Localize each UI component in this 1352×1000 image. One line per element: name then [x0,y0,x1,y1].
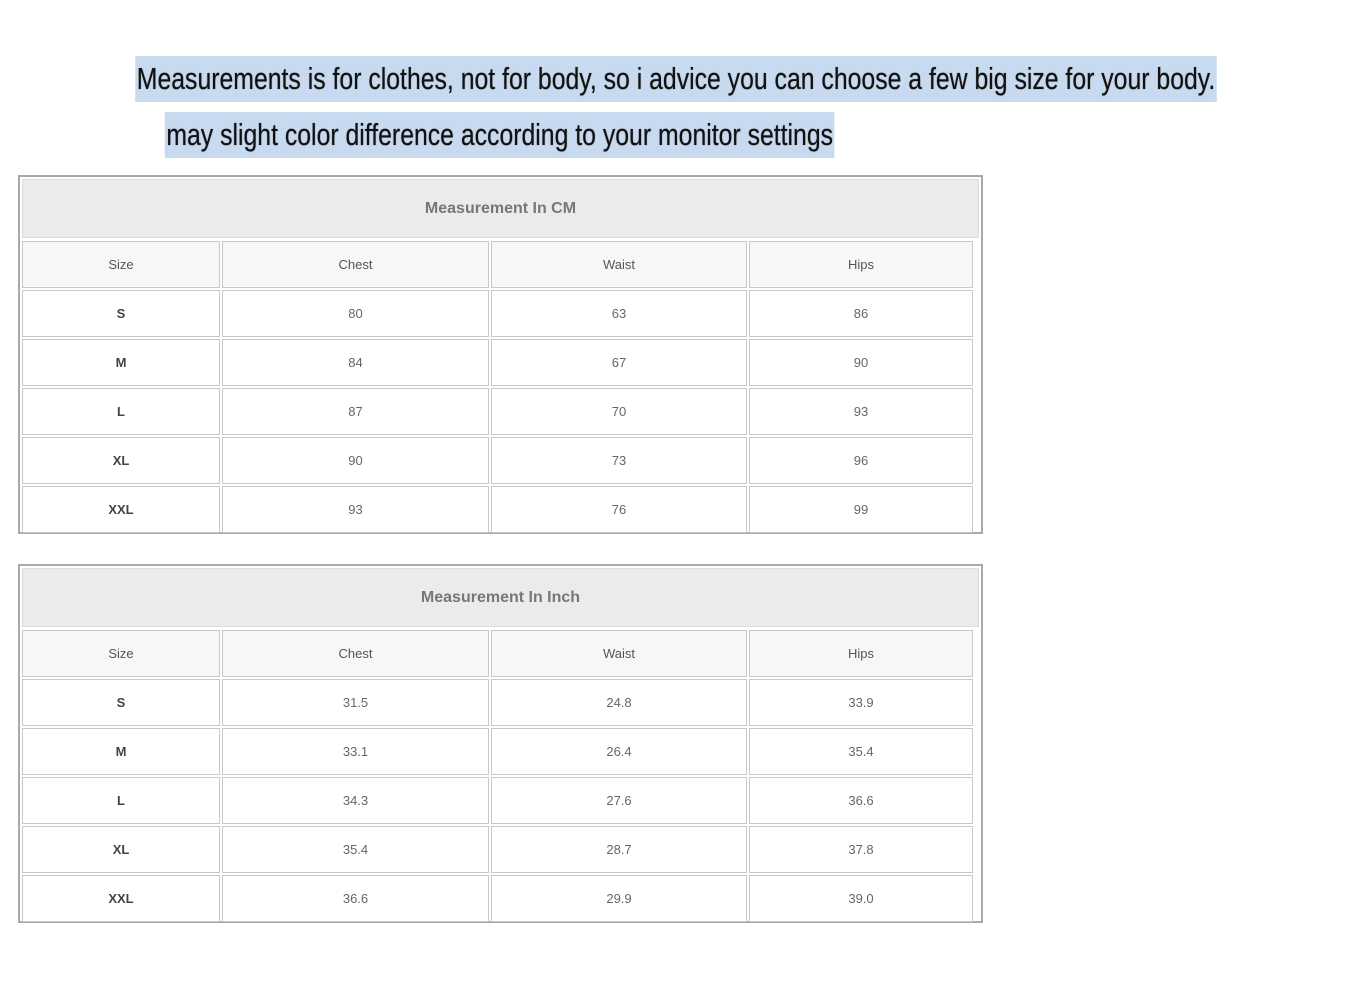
size-table-cm [18,175,983,534]
table-row [21,776,980,825]
header-waist: Waist [491,630,747,677]
chest-cell: 36.6 [222,875,489,922]
hips-cell: 35.4 [749,728,973,775]
table-row [21,678,980,727]
chest-cell: 34.3 [222,777,489,824]
table-row [21,338,980,387]
table-row [21,387,980,436]
hips-cell: 96 [749,437,973,484]
chest-cell: 93 [222,486,489,533]
notice-line-clothes-measurement [0,56,1216,102]
header-hips: Hips [749,630,973,677]
chest-cell: 31.5 [222,679,489,726]
table-row [21,874,980,923]
hips-cell: 86 [749,290,973,337]
waist-cell: 24.8 [491,679,747,726]
header-size: Size [22,241,220,288]
waist-cell: 27.6 [491,777,747,824]
header-hips: Hips [749,241,973,288]
table-header-row [21,629,980,678]
size-cell: M [22,728,220,775]
chest-cell: 80 [222,290,489,337]
chest-cell: 35.4 [222,826,489,873]
hips-cell: 90 [749,339,973,386]
table-row [21,436,980,485]
hips-cell: 93 [749,388,973,435]
table-header-row [21,240,980,289]
table-title: Measurement In Inch [22,568,979,627]
size-cell: S [22,679,220,726]
chest-cell: 87 [222,388,489,435]
size-cell: XXL [22,486,220,533]
size-cell: XL [22,826,220,873]
header-waist: Waist [491,241,747,288]
header-chest: Chest [222,241,489,288]
waist-cell: 73 [491,437,747,484]
waist-cell: 70 [491,388,747,435]
table-row [21,289,980,338]
chest-cell: 33.1 [222,728,489,775]
size-cell: M [22,339,220,386]
waist-cell: 67 [491,339,747,386]
table-title: Measurement In CM [22,179,979,238]
header-chest: Chest [222,630,489,677]
size-table-inch [18,564,983,923]
size-cell: XL [22,437,220,484]
notice-line-color-difference [0,112,1000,158]
notice-text-1: Measurements is for clothes, not for body, so i advice you can choose a few big size for your body. [135,56,1217,102]
waist-cell: 29.9 [491,875,747,922]
hips-cell: 39.0 [749,875,973,922]
chest-cell: 90 [222,437,489,484]
hips-cell: 37.8 [749,826,973,873]
header-size: Size [22,630,220,677]
size-cell: L [22,388,220,435]
size-cell: L [22,777,220,824]
size-cell: S [22,290,220,337]
waist-cell: 63 [491,290,747,337]
table-row [21,485,980,534]
hips-cell: 33.9 [749,679,973,726]
waist-cell: 26.4 [491,728,747,775]
waist-cell: 76 [491,486,747,533]
hips-cell: 99 [749,486,973,533]
hips-cell: 36.6 [749,777,973,824]
chest-cell: 84 [222,339,489,386]
notice-text-2: may slight color difference according to your monitor settings [165,112,835,158]
table-row [21,825,980,874]
table-row [21,727,980,776]
waist-cell: 28.7 [491,826,747,873]
size-cell: XXL [22,875,220,922]
